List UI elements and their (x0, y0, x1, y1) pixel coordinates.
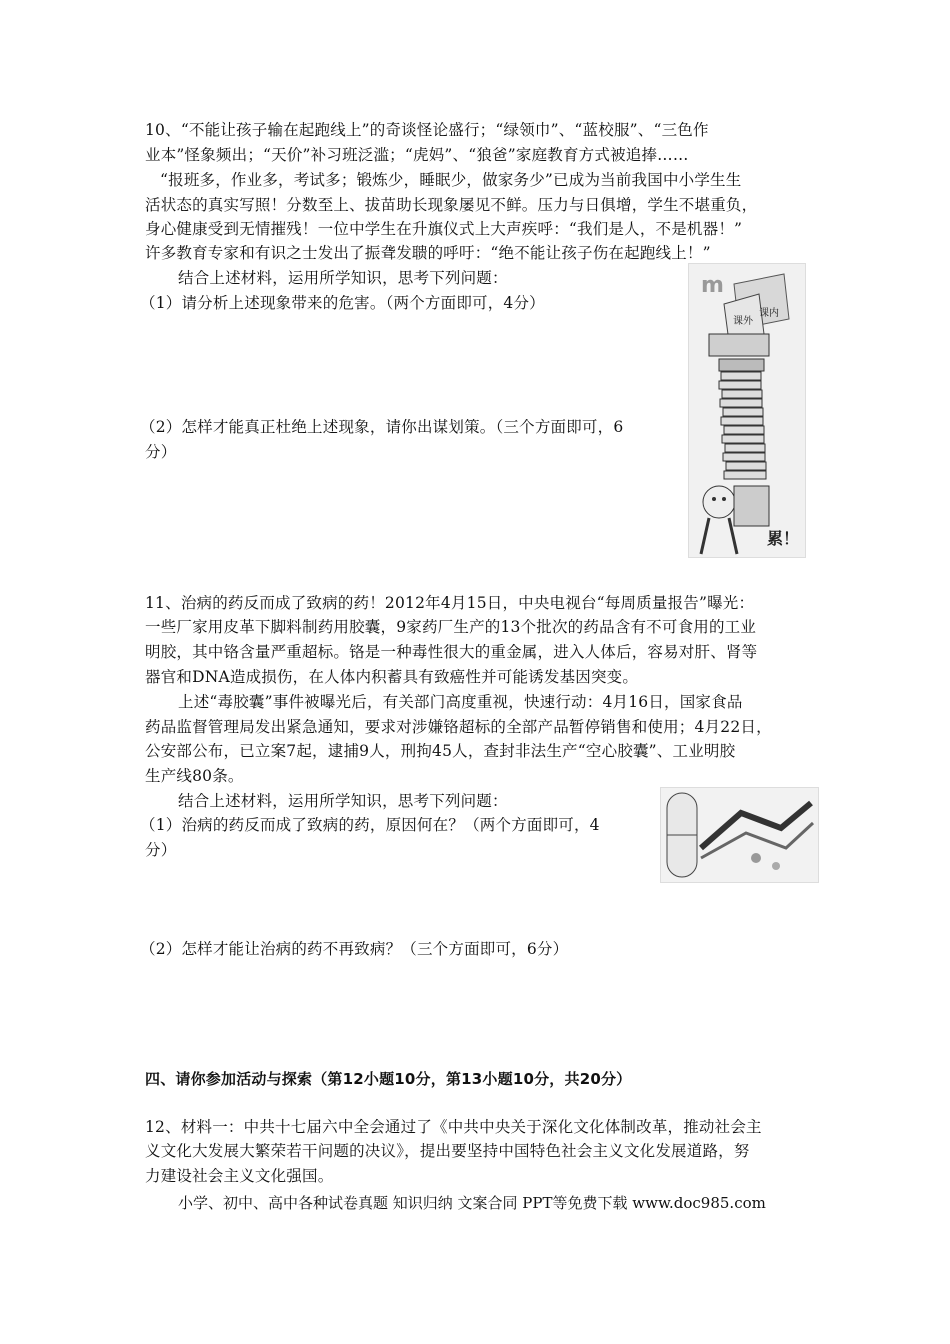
q11-line-5: 上述“毒胶囊”事件被曝光后，有关部门高度重视，快速行动：4月16日，国家食品 (178, 693, 743, 711)
q10-line-1: 10、“不能让孩子输在起跑线上”的奇谈怪论盛行；“绿领巾”、“蓝校服”、“三色作 (145, 121, 709, 139)
capsule-image (660, 787, 819, 883)
q10-question-1: （1）请分析上述现象带来的危害。（两个方面即可，4分） (140, 294, 545, 312)
q11-line-2: 一些厂家用皮革下脚料制药用胶囊，9家药厂生产的13个批次的药品含有不可食用的工业 (145, 618, 757, 636)
capsule-drawing (661, 788, 818, 882)
q12-line-3: 力建设社会主义文化强国。 (145, 1167, 334, 1185)
q10-line-7: 结合上述材料，运用所学知识，思考下列问题： (178, 269, 508, 287)
q11-question-1-cont: 分） (145, 841, 177, 859)
section-4-heading: 四、请你参加活动与探索（第12小题10分，第13小题10分，共20分） (145, 1070, 632, 1088)
q12-line-1: 12、材料一：中共十七届六中全会通过了《中共中央关于深化文化体制改革，推动社会主 (145, 1118, 762, 1136)
q11-line-7: 公安部公布，已立案7起，逮捕9人，刑拘45人，查封非法生产“空心胶囊”、工业明胶 (145, 742, 736, 760)
q11-line-4: 器官和DNA造成损伤，在人体内积蓄具有致癌性并可能诱发基因突变。 (145, 668, 639, 686)
q11-line-9: 结合上述材料，运用所学知识，思考下列问题： (178, 792, 508, 810)
q10-line-3: “报班多，作业多，考试多；锻炼少，睡眠少，做家务少”已成为当前我国中小学生生 (160, 171, 742, 189)
q11-question-1: （1）治病的药反而成了致病的药，原因何在？（两个方面即可，4 (140, 816, 600, 834)
footer-text: 小学、初中、高中各种试卷真题 知识归纳 文案合同 PPT等免费下载 www.doc985.com (178, 1194, 766, 1212)
q12-line-2: 义文化大发展大繁荣若干问题的决议》，提出要坚持中国特色社会主义文化发展道路，努 (145, 1142, 750, 1160)
cartoon-drawing (689, 264, 805, 557)
cartoon-label-3: 累！ (767, 529, 800, 548)
q10-line-4: 活状态的真实写照！分数至上、拔苗助长现象屡见不鲜。压力与日俱增，学生不堪重负， (145, 196, 758, 214)
q10-question-2-cont: 分） (145, 443, 177, 461)
q10-line-2: 业本”怪象频出；“天价”补习班泛滥；“虎妈”、“狼爸”家庭教育方式被追捧…… (145, 146, 689, 164)
q11-line-6: 药品监督管理局发出紧急通知，要求对涉嫌铬超标的全部产品暂停销售和使用；4月22日， (145, 718, 772, 736)
cartoon-label-1: 课外 (733, 316, 753, 327)
cartoon-image (688, 263, 806, 558)
q10-line-5: 身心健康受到无情摧残！一位中学生在升旗仪式上大声疾呼：“我们是人，不是机器！” (145, 220, 743, 238)
q11-line-8: 生产线80条。 (145, 767, 244, 785)
q11-question-2: （2）怎样才能让治病的药不再致病？（三个方面即可，6分） (140, 940, 569, 958)
q10-question-2: （2）怎样才能真正杜绝上述现象，请你出谋划策。（三个方面即可，6 (140, 418, 624, 436)
cartoon-label-2: 课内 (759, 308, 779, 319)
q11-line-3: 明胶，其中铬含量严重超标。铬是一种毒性很大的重金属，进入人体后，容易对肝、肾等 (145, 643, 758, 661)
q11-line-1: 11、治病的药反而成了致病的药！2012年4月15日，中央电视台“每周质量报告”曝光： (145, 594, 755, 612)
svg-text:m: m (701, 273, 724, 298)
q10-line-6: 许多教育专家和有识之士发出了振聋发聩的呼吁：“绝不能让孩子伤在起跑线上！” (145, 244, 711, 262)
